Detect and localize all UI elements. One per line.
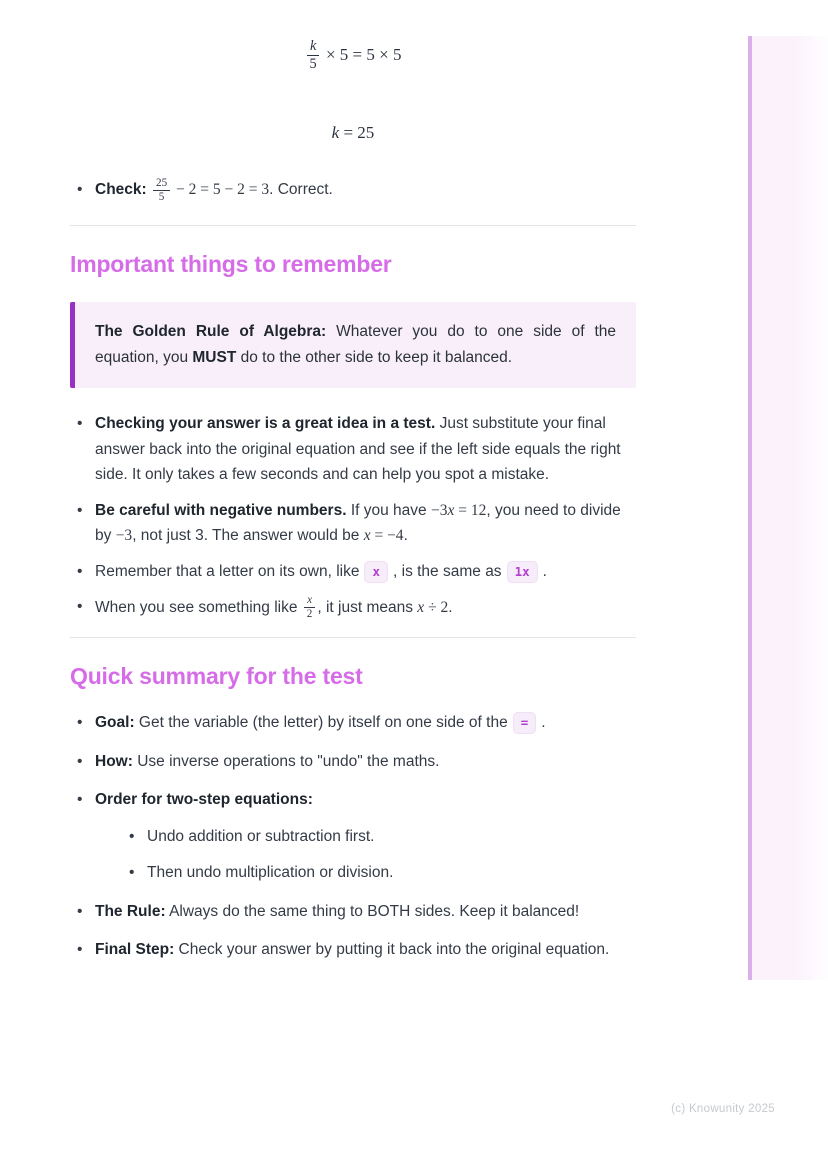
list-item-how (70, 749, 636, 775)
list-item-text (95, 176, 333, 203)
list-item-text (147, 828, 374, 845)
list-item-final-step (70, 937, 636, 963)
text-segment: Be careful with negative numbers. (95, 501, 347, 519)
list-item-goal (70, 710, 636, 736)
text-segment: do to the other side to keep it balanced. (236, 349, 513, 366)
text-segment: Use inverse operations to "undo" the maths. (132, 752, 440, 770)
remember-bullet-list (70, 411, 636, 621)
text-segment: Check: (95, 181, 151, 199)
divider (70, 637, 636, 638)
text-segment: × 5 = 5 × 5 (321, 44, 402, 64)
text-segment: x (417, 598, 425, 616)
text-segment: Whatever you do to one side of the equation, you (95, 323, 616, 366)
list-item-fraction-means-divide (70, 594, 636, 621)
text-segment: −3 (430, 501, 448, 519)
content-column (70, 0, 636, 963)
list-item-letter-on-its-own (70, 559, 636, 585)
text-segment: − 2 = 5 − 2 = 3 (172, 181, 270, 199)
inline-fraction: $\frac{k}{5}$ (307, 38, 320, 73)
list-item-text (147, 864, 393, 881)
inline-code-badge: = (513, 712, 537, 734)
display-equation-k-equals-25 (70, 123, 636, 143)
text-segment: −3 (115, 527, 133, 544)
text-segment: . (542, 562, 547, 580)
text-segment: When you see something like (95, 598, 302, 616)
text-segment: Remember that a letter on its own, like (95, 562, 360, 580)
list-item-negative-numbers (70, 498, 636, 549)
text-segment: Then undo multiplication or division. (147, 864, 394, 882)
text-segment: , is the same as (393, 562, 502, 580)
sub-list-item-undo-addition (122, 824, 636, 850)
list-item-text (95, 594, 453, 621)
next-page-preview (748, 36, 828, 980)
list-item-the-rule (70, 899, 636, 925)
text-segment: If you have (346, 501, 431, 519)
text-segment: = 25 (339, 122, 375, 142)
order-sub-list (122, 824, 636, 886)
list-item-text (95, 563, 547, 580)
text-segment: . (541, 714, 546, 732)
text-segment: x (447, 501, 455, 519)
display-equation-k-over-5 (70, 38, 636, 73)
list-item-order-two-step (70, 787, 636, 886)
text-segment: How: (95, 752, 133, 770)
text-segment: Final Step: (95, 941, 175, 959)
text-segment: , you need to divide by (95, 501, 621, 544)
section-heading-summary: Quick summary for the test (70, 663, 363, 690)
text-segment: The Rule: (95, 902, 166, 920)
golden-rule-callout (70, 302, 636, 388)
text-segment: Always do the same thing to BOTH sides. Keep it balanced! (165, 902, 580, 920)
text-segment: = −4 (370, 527, 404, 544)
list-item-text (95, 502, 621, 545)
list-item-checking-answer (70, 411, 636, 488)
sub-list-item-undo-multiplication (122, 860, 636, 886)
list-item-text (95, 753, 439, 770)
summary-bullet-list (70, 710, 636, 963)
section-heading-remember: Important things to remember (70, 251, 392, 277)
check-bullet-list (70, 177, 636, 204)
text-segment: MUST (192, 349, 237, 366)
text-segment: , not just 3. The answer would be (132, 527, 364, 544)
list-item-text (95, 903, 579, 920)
text-segment: The Golden Rule of Algebra: (95, 323, 327, 340)
list-item-text (95, 941, 609, 958)
inline-fraction: $\frac{25}{5}$ (153, 177, 170, 204)
text-segment: . (403, 527, 408, 544)
list-item-text (95, 415, 621, 483)
text-segment: Goal: (95, 714, 135, 732)
list-item-text (95, 791, 313, 808)
text-segment: Undo addition or subtraction first. (147, 827, 375, 845)
inline-code-badge: x (364, 561, 388, 583)
list-item-check (70, 177, 636, 204)
text-segment: x (363, 527, 371, 544)
text-segment: k (331, 122, 340, 142)
text-segment: , it just means (317, 598, 418, 616)
divider (70, 225, 636, 226)
inline-fraction: $\frac{x}{2}$ (304, 594, 316, 621)
text-segment: Check your answer by putting it back into the original equation. (174, 941, 610, 959)
text-segment: Just substitute your final answer back into the original equation and see if the left side equals the right side. It only takes a few seconds and can help you spot a mistake. (95, 415, 621, 483)
text-segment: Checking your answer is a great idea in a test. (95, 415, 436, 432)
callout-text (95, 319, 616, 371)
text-segment: Get the variable (the letter) by itself on one side of the (134, 714, 508, 732)
copyright-footer: (c) Knowunity 2025 (671, 1103, 775, 1115)
inline-code-badge: 1x (507, 561, 538, 583)
text-segment: Order for two-step equations: (95, 791, 313, 809)
text-segment: ÷ 2 (424, 598, 449, 616)
list-item-text (95, 714, 546, 731)
text-segment: = 12 (454, 501, 487, 519)
text-segment: . Correct. (269, 181, 333, 199)
text-segment: . (448, 598, 453, 616)
